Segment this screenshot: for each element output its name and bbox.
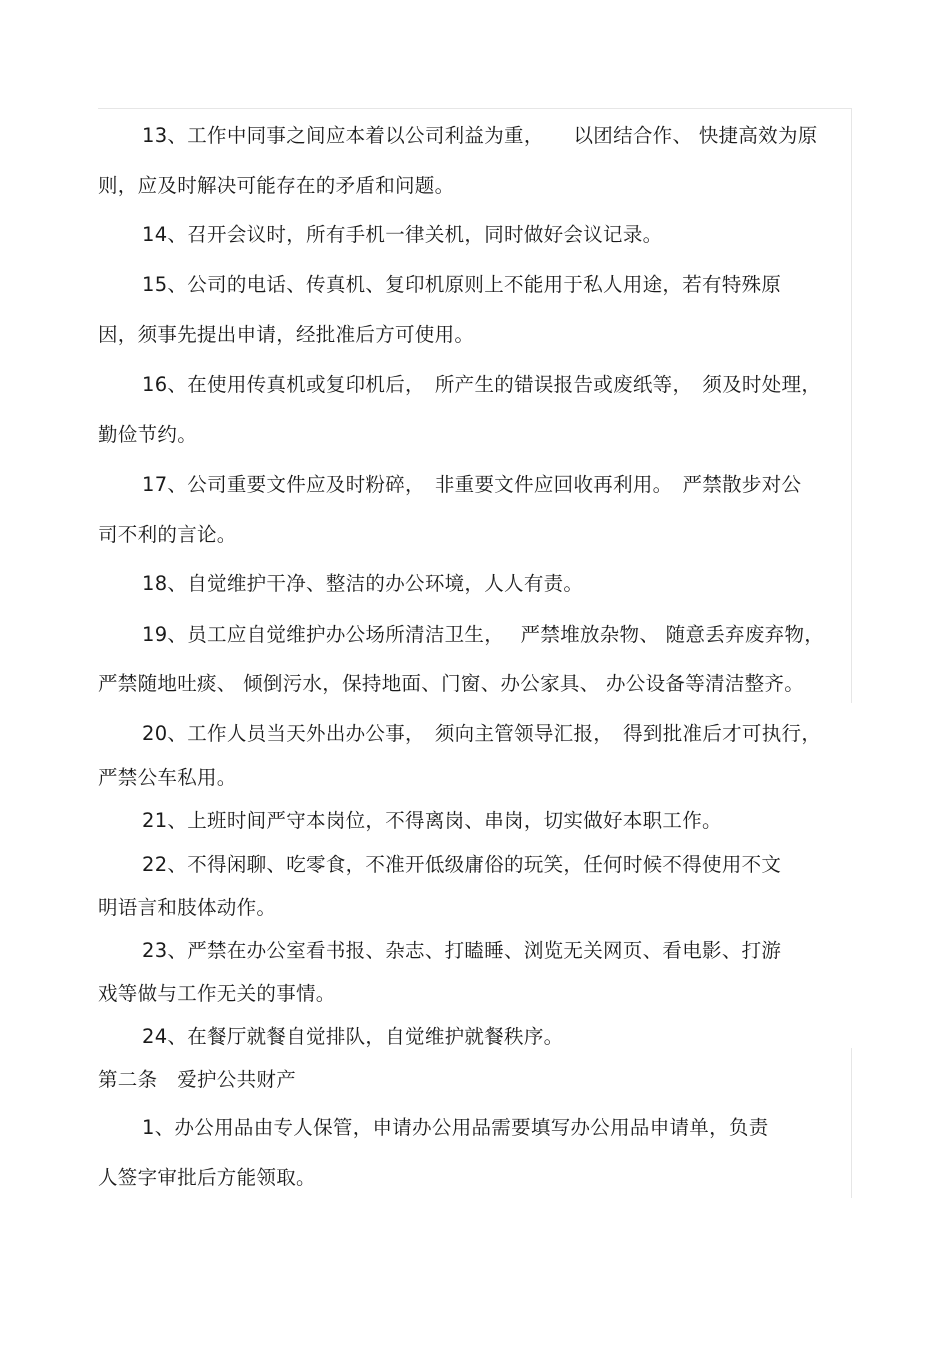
page-border-right-upper <box>851 108 852 703</box>
paragraph-line: 18、自觉维护干净、整洁的办公环境，人人有责。 <box>142 572 584 595</box>
paragraph-line: 严禁公车私用。 <box>98 766 237 789</box>
page-border-top <box>98 108 851 109</box>
paragraph-line: 人签字审批后方能领取。 <box>98 1166 316 1189</box>
paragraph-line: 明语言和肢体动作。 <box>98 896 277 919</box>
paragraph-line: 勤俭节约。 <box>98 423 198 446</box>
paragraph-line: 24、在餐厅就餐自觉排队，自觉维护就餐秩序。 <box>142 1025 564 1048</box>
paragraph-line: 16、在使用传真机或复印机后， 所产生的错误报告或废纸等， 须及时处理， <box>142 373 822 396</box>
paragraph-line: 20、工作人员当天外出办公事， 须向主管领导汇报， 得到批准后才可执行， <box>142 722 822 745</box>
paragraph-line: 22、不得闲聊、吃零食，不准开低级庸俗的玩笑，任何时候不得使用不文 <box>142 853 782 876</box>
paragraph-line: 21、上班时间严守本岗位，不得离岗、串岗，切实做好本职工作。 <box>142 809 722 832</box>
paragraph-line: 因，须事先提出申请，经批准后方可使用。 <box>98 323 475 346</box>
paragraph-line: 19、员工应自觉维护办公场所清洁卫生， 严禁堆放杂物、 随意丢弃废弃物， <box>142 623 825 646</box>
paragraph-line: 13、工作中同事之间应本着以公司利益为重， 以团结合作、 快捷高效为原 <box>142 124 818 147</box>
paragraph-line: 则，应及时解决可能存在的矛盾和问题。 <box>98 174 455 197</box>
paragraph-line: 14、召开会议时，所有手机一律关机，同时做好会议记录。 <box>142 223 663 246</box>
paragraph-line: 17、公司重要文件应及时粉碎， 非重要文件应回收再利用。 严禁散步对公 <box>142 473 802 496</box>
paragraph-line: 23、严禁在办公室看书报、杂志、打瞌睡、浏览无关网页、看电影、打游 <box>142 939 782 962</box>
paragraph-line: 严禁随地吐痰、 倾倒污水，保持地面、门窗、办公家具、 办公设备等清洁整齐。 <box>98 672 804 695</box>
paragraph-line: 15、公司的电话、传真机、复印机原则上不能用于私人用途，若有特殊原 <box>142 273 782 296</box>
paragraph-line: 戏等做与工作无关的事情。 <box>98 982 336 1005</box>
paragraph-line: 1、办公用品由专人保管，申请办公用品需要填写办公用品申请单，负责 <box>142 1116 769 1139</box>
page-border-right-lower <box>851 1048 852 1198</box>
section-heading-text: 第二条 爱护公共财产 <box>98 1068 297 1091</box>
paragraph-line: 司不利的言论。 <box>98 523 237 546</box>
